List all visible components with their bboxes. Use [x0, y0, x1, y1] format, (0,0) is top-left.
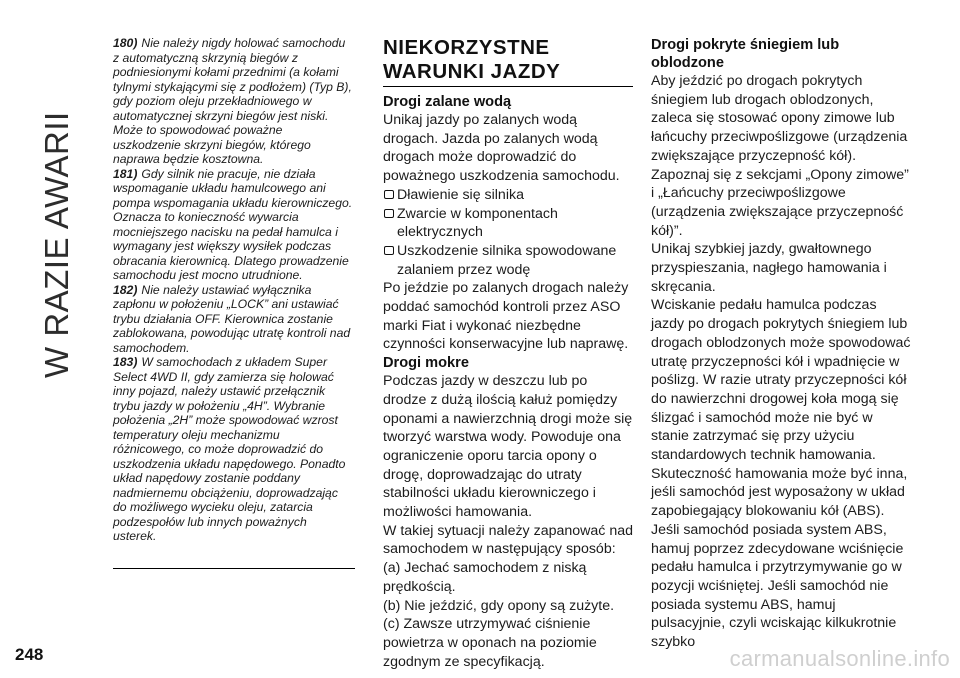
note-181: 181) Gdy silnik nie pracuje, nie działa wspomaganie układu hamulcowego ani pompa wspomagania układu kierowniczego. Oznacza to konieczność wywarcia mocniejszego nacisku na pedał hamulca i wymagany jest większy wysiłek podczas obracania kierownicą. Dlatego prowadzenie samochodu jest mocno utrudnione. — [113, 166, 353, 282]
wet-item-a: (a) Jechać samochodem z niską prędkością. — [383, 560, 587, 595]
heading-snow-ice-roads: Drogi pokryte śniegiem lub oblodzone — [651, 37, 840, 71]
notes-bottom-rule — [113, 568, 355, 569]
snow-p3: Wciskanie pedału hamulca podczas jazdy po drogach pokrytych śniegiem lub drogach oblodzonych może spowodować utratę przyczepności kół i wpadnięcie w poślizg. W razie utraty przyczepności kół do nawierzchni drogowej koła mogą się ślizgać i samochód może nie być w stanie zatrzymać się przy użyciu standardowych technik hamowania. Skuteczność hamowania może być inna, jeśli samochód jest wyposażony w układ zapobiegający blokowaniu kół (ABS). Jeśli samochód posiada system ABS, hamuj poprzez zdecydowane wciśnięcie pedału hamulca i przytrzymywanie go w pozycji wciśniętej. Jeśli samochód nie posiada systemu ABS, hamuj pulsacyjnie, czyli wciskając kilkukrotnie szybko — [651, 297, 911, 651]
note-182: 182) Nie należy ustawiać wyłącznika zapłonu w położeniu „LOCK” ani ustawiać trybu działania OFF. Kierownica zostanie zablokowana, powodując utratę kontroli nad samochodem. — [113, 282, 351, 355]
wet-item-c: (c) Zawsze utrzymywać ciśnienie powietrza w oponach na poziomie zgodnym ze specyfikacją. — [383, 616, 597, 670]
warning-notes-column — [113, 36, 353, 544]
heading-flooded-roads: Drogi zalane wodą — [383, 94, 512, 110]
note-180: 180) Nie należy nigdy holować samochodu z automatyczną skrzynią biegów z podniesionymi kołami przednimi (a kołami tylnymi stykającymi się z podłożem) (Typ B), gdy poziom oleju przekładniowego w automatycznej skrzyni biegów jest niski. Może to spowodować poważne uszkodzenie skrzyni biegów, którego naprawa będzie kosztowna. — [113, 36, 352, 166]
list-item: Dławienie się silnika — [383, 186, 633, 205]
watermark: carmanualsonline.info — [729, 646, 950, 671]
page-number: 248 — [15, 645, 44, 664]
section-title-rule — [383, 86, 633, 87]
right-column — [651, 36, 913, 652]
main-column — [383, 36, 633, 671]
chapter-side-title: W RAZIE AWARII — [38, 111, 75, 378]
wet-p2: W takiej sytuacji należy zapanować nad samochodem w następujący sposób: — [383, 522, 633, 558]
flooded-after: Po jeździe po zalanych drogach należy poddać samochód kontroli przez ASO marki Fiat i wykonać niezbędne czynności konserwacyjne lub naprawę. — [383, 280, 629, 353]
snow-roads-body — [651, 72, 913, 652]
flooded-intro: Unikaj jazdy po zalanych wodą drogach. Jazda po zalanych wodą drogach może doprowadzić do poważnego uszkodzenia samochodu. — [383, 112, 620, 185]
square-bullet-icon — [384, 190, 394, 199]
snow-p2: Unikaj szybkiej jazdy, gwałtownego przyspieszania, nagłego hamowania i skręcania. — [651, 241, 887, 295]
section-title: NIEKORZYSTNE WARUNKI JAZDY — [383, 36, 561, 83]
wet-roads-body — [383, 372, 633, 671]
wet-item-b: (b) Nie jeździć, gdy opony są zużyte. — [383, 597, 615, 614]
list-item: Zwarcie w komponentach elektrycznych — [383, 205, 633, 242]
note-183: 183) W samochodach z układem Super Select 4WD II, gdy zamierza się holować inny pojazd, należy ustawić przełącznik trybu jazdy w położeniu „4H”. Wybranie położenia „2H” może spowodować wzrost temperatury oleju mechanizmu różnicowego, co może doprowadzić do uszkodzenia układu napędowego. Ponadto układ napędowy zostanie poddany nadmiernemu obciążeniu, doprowadzając do możliwego wycieku oleju, zatarcia podzespołów lub innych poważnych usterek. — [113, 355, 346, 543]
heading-wet-roads: Drogi mokre — [383, 355, 469, 372]
snow-p1: Aby jeździć po drogach pokrytych śniegiem lub drogach oblodzonych, zaleca się stosować opony zimowe lub łańcuchy przeciwpoślizgowe (urządzenia zwiększające przyczepność kół). Zapoznaj się z sekcjami „Opony zimowe” i „Łańcuchy przeciwpoślizgowe (urządzenia zwiększające przyczepność kół)”. — [651, 73, 909, 239]
flooded-roads-body — [383, 111, 633, 354]
wet-p1: Podczas jazdy w deszczu lub po drodze z dużą ilością kałuż pomiędzy oponami a nawierzchnią drogi może się tworzyć warstwa wody. Powoduje ona ograniczenie oporu tarcia opony o drogę, doprowadzając do utraty stabilności układu kierowniczego i możliwości hamowania. — [383, 373, 633, 521]
square-bullet-icon — [384, 246, 394, 255]
square-bullet-icon — [384, 209, 394, 218]
list-item: Uszkodzenie silnika spowodowane zalaniem przez wodę — [383, 242, 633, 279]
